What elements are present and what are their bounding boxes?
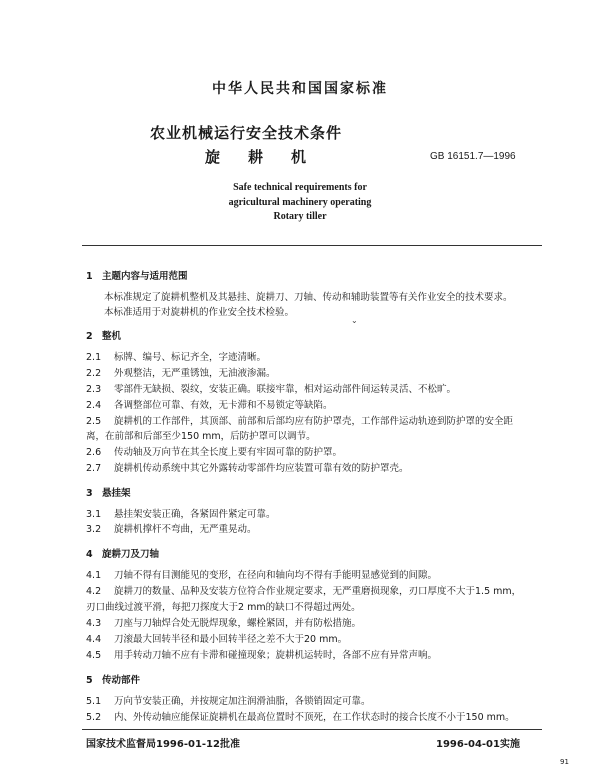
clause <box>86 507 276 522</box>
title-en-line1: Safe technical requirements for <box>233 182 367 193</box>
section-heading <box>86 672 140 686</box>
title-en-line2: agricultural machinery operating <box>228 197 372 208</box>
clause <box>86 522 257 537</box>
section-title: 传动部件 <box>102 675 141 686</box>
clause-text: 各调整部位可靠、有效，无卡滞和不易锁定等缺陷。 <box>114 400 333 411</box>
clause-text: 刃口曲线过渡平滑，每把刀探度大于2 mm的缺口不得超过两处。 <box>86 602 361 613</box>
clause-text: 传动轴及万向节在其全长度上要有牢固可靠的防护罩。 <box>114 447 343 458</box>
section-number: 4 <box>86 549 93 560</box>
clause-number: 3.2 <box>86 524 102 535</box>
section-heading <box>86 485 131 499</box>
clause-text: 悬挂架安装正确，各紧固件紧定可靠。 <box>114 509 276 520</box>
bottom-rule <box>82 729 542 730</box>
clause-number: 2.1 <box>86 352 102 363</box>
section-heading <box>86 546 159 560</box>
clause-number: 4.5 <box>86 650 102 661</box>
clause-text: 旋耕机的工作部件，其顶部、前部和后部均应有防护罩壳，工作部件运动轨迹到防护罩的安全距 <box>114 416 514 427</box>
clause-number: 2.4 <box>86 400 102 411</box>
clause <box>86 632 347 647</box>
clause-number: 5.1 <box>86 696 102 707</box>
clause-continuation <box>86 429 316 444</box>
clause-text: 万向节安装正确，并按规定加注润滑油脂，各锁销固定可靠。 <box>114 696 371 707</box>
section-heading <box>86 328 121 342</box>
clause-number: 4.2 <box>86 586 102 597</box>
title-cn-line1: 农业机械运行安全技术条件 <box>150 124 343 142</box>
section-number: 5 <box>86 675 93 686</box>
clause-number: 3.1 <box>86 509 102 520</box>
section-number: 2 <box>86 331 93 342</box>
clause-text: 旋耕机撑杆不弯曲，无严重晃动。 <box>114 524 257 535</box>
clause <box>86 584 521 599</box>
clause-number: 2.2 <box>86 368 102 379</box>
clause-number: 2.7 <box>86 463 102 474</box>
clause-text: 用手转动刀轴不应有卡滞和碰撞现象；旋耕机运转时，各部不应有异常声响。 <box>114 650 438 661</box>
clause-text: 旋耕刀的数量、品种及安装方位符合作业规定要求，无严重磨损现象，刃口厚度不大于1.5 mm， <box>114 586 522 597</box>
clause-text: 刀座与刀轴焊合处无脱焊现象，螺栓紧固，并有防松措施。 <box>114 618 362 629</box>
section-title: 整机 <box>102 331 122 342</box>
clause-continuation <box>86 600 361 615</box>
stray-mark: ⌄ <box>351 316 358 325</box>
clause-text: 旋耕机传动系统中其它外露转动零部件均应装置可靠有效的防护罩壳。 <box>114 463 409 474</box>
clause-text: 零部件无缺损、裂纹，安装正确。联接牢靠，相对运动部件间运转灵活、不松旷。 <box>114 384 457 395</box>
clause-number: 4.1 <box>86 570 102 581</box>
clause-text: 内、外传动轴应能保证旋耕机在最高位置时不顶死，在工作状态时的接合长度不小于150 mm。 <box>114 712 515 723</box>
clause <box>86 616 361 631</box>
clause-number: 2.5 <box>86 416 102 427</box>
clause-text: 离，在前部和后部至少150 mm，后防护罩可以调节。 <box>86 431 316 442</box>
title-en-line3: Rotary tiller <box>273 211 327 222</box>
section-heading <box>86 268 188 282</box>
clause <box>86 694 371 709</box>
approval-note: 国家技术监督局1996-01-12批准 <box>86 739 240 750</box>
clause-text: 刀轴不得有目测能见的变形，在径向和轴向均不得有手能明显感觉到的间隙。 <box>114 570 438 581</box>
clause <box>86 398 333 413</box>
section-title: 旋耕刀及刀轴 <box>102 549 160 560</box>
clause <box>86 445 342 460</box>
clause <box>86 366 276 381</box>
clause <box>86 414 513 429</box>
clause-text: 刀滚最大回转半径和最小回转半径之差不大于20 mm。 <box>114 634 348 645</box>
clause <box>86 350 266 365</box>
clause <box>86 648 437 663</box>
clause-number: 2.3 <box>86 384 102 395</box>
standard-header: 中华人民共和国国家标准 <box>212 81 388 97</box>
clause <box>86 710 515 725</box>
clause-number: 4.3 <box>86 618 102 629</box>
title-cn-line2: 旋耕机 <box>205 148 335 166</box>
section-number: 1 <box>86 271 93 282</box>
clause-text: 外观整洁，无严重锈蚀，无油液渗漏。 <box>114 368 276 379</box>
clause-number: 5.2 <box>86 712 102 723</box>
section-title: 主题内容与适用范围 <box>102 271 188 282</box>
effective-date: 1996-04-01实施 <box>436 739 520 750</box>
clause-number: 2.6 <box>86 447 102 458</box>
clause <box>86 568 437 583</box>
section-title: 悬挂架 <box>102 488 131 499</box>
top-rule <box>82 245 542 246</box>
section-number: 3 <box>86 488 93 499</box>
gb-code: GB 16151.7—1996 <box>430 151 516 162</box>
clause <box>86 382 456 397</box>
paragraph: 本标准规定了旋耕机整机及其悬挂、旋耕刀、刀轴、传动和辅助装置等有关作业安全的技术要求。 <box>104 292 513 303</box>
page-number: 91 <box>560 758 569 766</box>
clause-text: 标牌、编号、标记齐全，字迹清晰。 <box>114 352 267 363</box>
clause-number: 4.4 <box>86 634 102 645</box>
clause <box>86 461 409 476</box>
paragraph: 本标准适用于对旋耕机的作业安全技术检验。 <box>104 307 295 318</box>
